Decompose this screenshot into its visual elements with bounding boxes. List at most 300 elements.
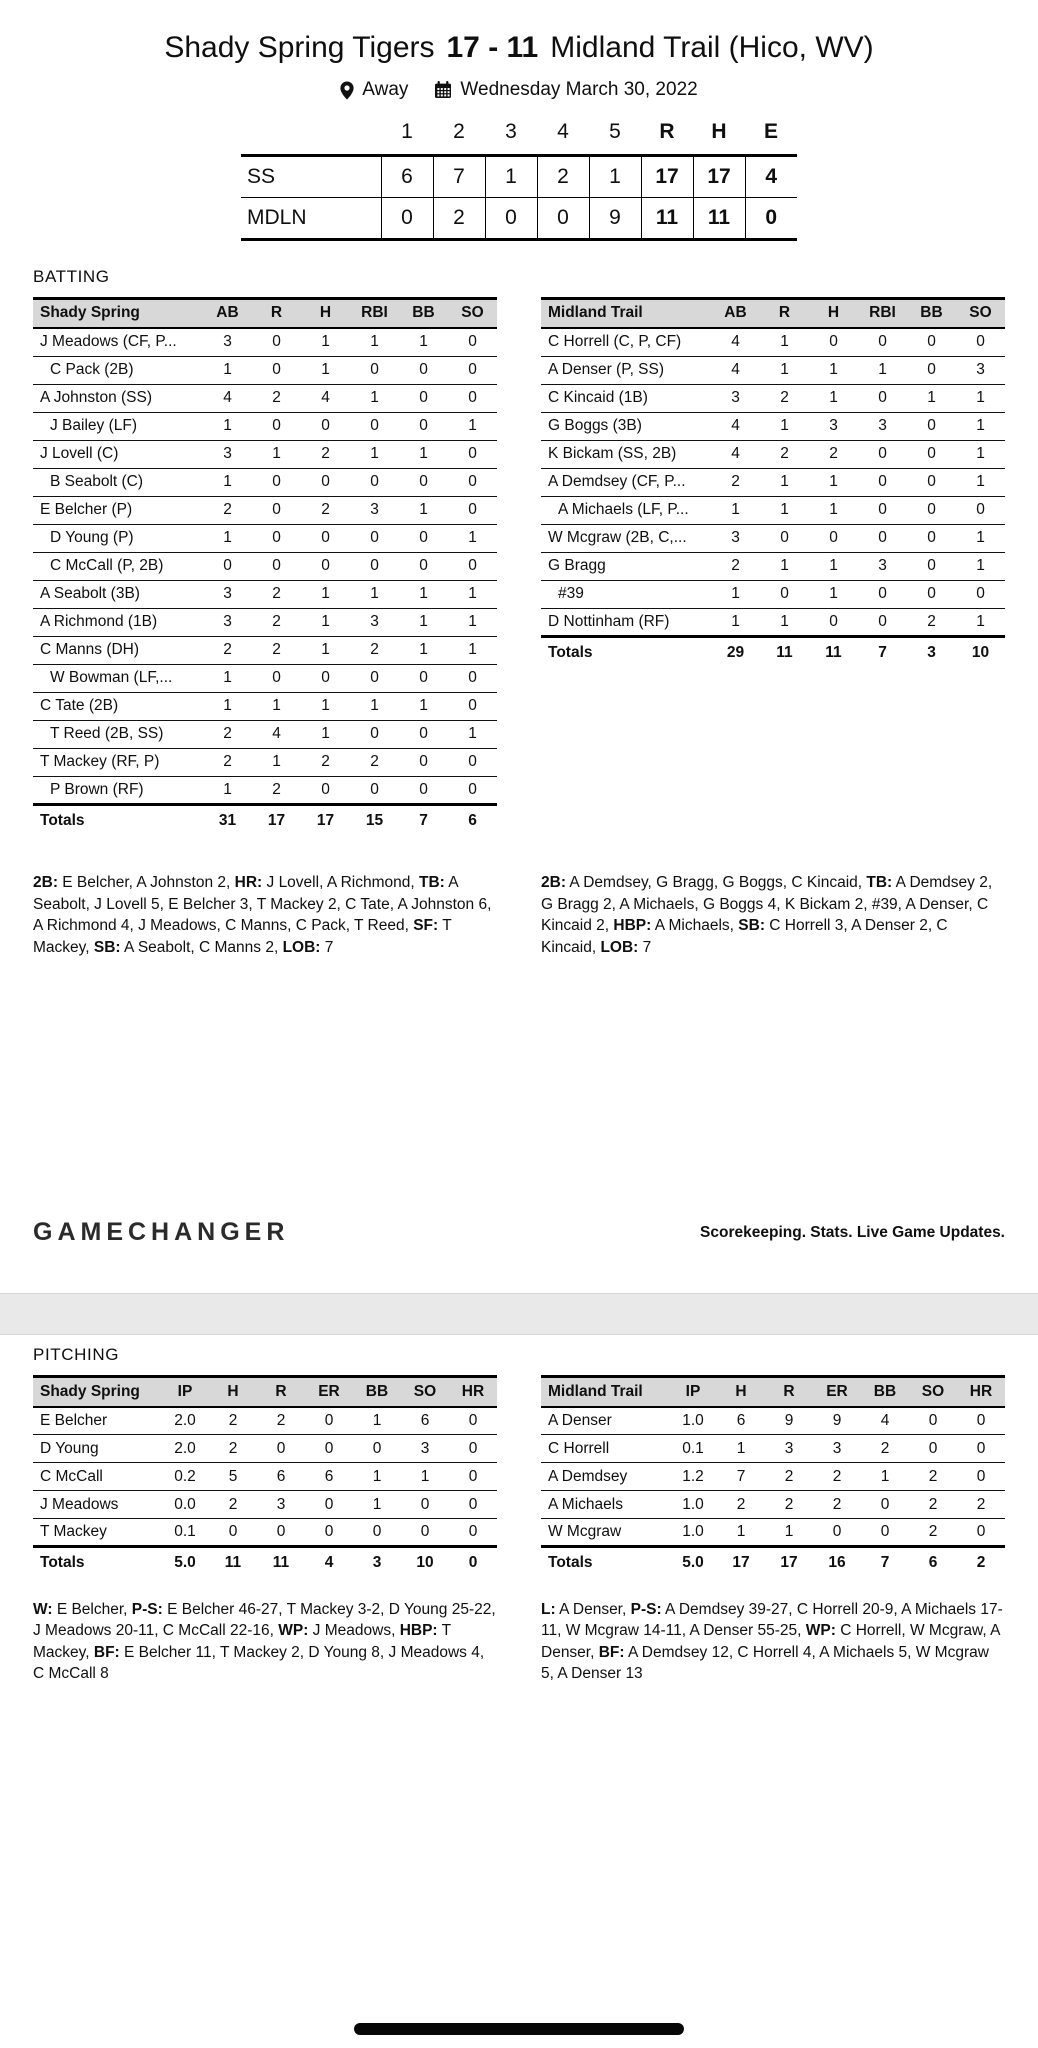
table-row <box>241 197 797 239</box>
stat-cell: 0 <box>858 384 907 412</box>
stat-column-header: H <box>209 1377 257 1407</box>
stat-cell: 2 <box>301 496 350 524</box>
pitching-away-body <box>33 1407 497 1547</box>
stat-cell: 1 <box>589 155 641 197</box>
stat-cell: 0 <box>956 496 1005 524</box>
stat-column-header: SO <box>448 298 497 328</box>
total-cell: 3 <box>353 1547 401 1579</box>
stat-cell: 11 <box>693 197 745 239</box>
inning-column-header: R <box>659 120 675 144</box>
inning-column-header: 3 <box>505 120 517 144</box>
stat-cell: 2 <box>350 636 399 664</box>
stat-column-header: BB <box>861 1377 909 1407</box>
date-label: Wednesday March 30, 2022 <box>460 79 698 100</box>
stat-cell: 2 <box>861 1435 909 1463</box>
stat-cell: 1 <box>809 384 858 412</box>
stat-cell: 1 <box>399 328 448 356</box>
stat-cell: 0 <box>957 1463 1005 1491</box>
stat-cell: 4 <box>252 720 301 748</box>
stat-cell: 1 <box>399 496 448 524</box>
totals-row <box>541 1547 1005 1579</box>
stat-cell: 0 <box>957 1407 1005 1435</box>
batting-away-body <box>33 328 497 804</box>
row-name: W Bowman (LF,... <box>33 664 203 692</box>
batting-table-home <box>541 297 1005 669</box>
total-cell: 5.0 <box>161 1547 209 1579</box>
stat-cell: 0 <box>858 496 907 524</box>
stat-cell: 0 <box>448 664 497 692</box>
stat-cell: 1 <box>858 356 907 384</box>
stat-cell: 2 <box>711 468 760 496</box>
stat-cell: 1 <box>203 776 252 804</box>
row-name: J Bailey (LF) <box>33 412 203 440</box>
stat-column-header: R <box>252 298 301 328</box>
table-row <box>541 356 1005 384</box>
stat-cell: 0 <box>301 412 350 440</box>
stat-cell: 3 <box>858 412 907 440</box>
stat-cell: 2 <box>711 552 760 580</box>
row-name: G Boggs (3B) <box>541 412 711 440</box>
total-cell: 7 <box>399 804 448 836</box>
totals-label: Totals <box>33 804 203 836</box>
stat-cell: 5 <box>209 1463 257 1491</box>
stat-cell: 1 <box>203 468 252 496</box>
stat-cell: 0 <box>956 328 1005 356</box>
stat-cell: 0 <box>449 1519 497 1547</box>
team-column-header: Shady Spring <box>33 1377 161 1407</box>
stat-cell: 0 <box>909 1435 957 1463</box>
stat-cell: 2 <box>537 155 589 197</box>
stat-cell: 0 <box>907 552 956 580</box>
stat-cell: 0 <box>350 524 399 552</box>
total-cell: 31 <box>203 804 252 836</box>
table-row <box>33 524 497 552</box>
stat-column-header: H <box>809 298 858 328</box>
stat-cell: 1 <box>809 496 858 524</box>
stat-cell: 2 <box>252 776 301 804</box>
linescore-header <box>241 111 797 155</box>
stat-cell: 0 <box>907 496 956 524</box>
table-row <box>33 384 497 412</box>
totals-row <box>33 804 497 836</box>
stat-column-header: H <box>301 298 350 328</box>
stat-cell: 0 <box>252 552 301 580</box>
row-name: E Belcher (P) <box>33 496 203 524</box>
stat-cell: 1 <box>448 580 497 608</box>
page-separator <box>0 1293 1038 1335</box>
stat-cell: 0 <box>861 1519 909 1547</box>
stat-cell: 0 <box>448 328 497 356</box>
total-cell: 10 <box>401 1547 449 1579</box>
stat-cell: 0 <box>448 692 497 720</box>
stat-cell: 1 <box>956 440 1005 468</box>
stat-cell: 6 <box>381 155 433 197</box>
stat-cell: 6 <box>305 1463 353 1491</box>
stat-cell: 3 <box>203 440 252 468</box>
row-name: C Horrell <box>541 1435 669 1463</box>
stat-cell: 0 <box>909 1407 957 1435</box>
stat-cell: 1 <box>301 328 350 356</box>
stat-cell: 1 <box>399 608 448 636</box>
stat-cell: 0 <box>957 1519 1005 1547</box>
team-column-header <box>241 111 381 155</box>
row-name: J Meadows (CF, P... <box>33 328 203 356</box>
stat-cell: 2 <box>252 580 301 608</box>
location-group <box>340 79 408 101</box>
stat-cell: 0 <box>305 1491 353 1519</box>
game-header <box>0 0 1038 101</box>
gamechanger-logo: GAMECHANGER <box>33 1218 290 1246</box>
stat-cell: 0 <box>448 440 497 468</box>
stat-cell: 0 <box>809 608 858 636</box>
stat-cell: 0 <box>381 197 433 239</box>
row-name: B Seabolt (C) <box>33 468 203 496</box>
stat-cell: 2 <box>209 1491 257 1519</box>
total-cell: 2 <box>957 1547 1005 1579</box>
stat-cell: 0 <box>858 328 907 356</box>
stat-cell: 0 <box>203 552 252 580</box>
stat-cell: 1 <box>353 1407 401 1435</box>
stat-cell: 1 <box>448 412 497 440</box>
stat-cell: 0 <box>399 356 448 384</box>
row-name: A Richmond (1B) <box>33 608 203 636</box>
pitching-table-home <box>541 1375 1005 1579</box>
row-name: A Demdsey (CF, P... <box>541 468 711 496</box>
row-name: J Lovell (C) <box>33 440 203 468</box>
stat-column-header: SO <box>956 298 1005 328</box>
location-pin-icon <box>340 81 354 100</box>
table-row <box>33 636 497 664</box>
stat-cell: 1 <box>907 384 956 412</box>
stat-cell: 3 <box>858 552 907 580</box>
stat-cell: 0 <box>907 440 956 468</box>
stat-cell: 0 <box>401 1491 449 1519</box>
stat-cell: 1 <box>711 608 760 636</box>
stat-cell: 1 <box>760 608 809 636</box>
total-cell: 6 <box>909 1547 957 1579</box>
row-name: W Mcgraw (2B, C,... <box>541 524 711 552</box>
row-name: C McCall <box>33 1463 161 1491</box>
stat-cell: 3 <box>711 524 760 552</box>
total-cell: 7 <box>861 1547 909 1579</box>
stat-cell: 2 <box>809 440 858 468</box>
stat-cell: 3 <box>956 356 1005 384</box>
home-team-name: Midland Trail (Hico, WV) <box>550 31 874 64</box>
row-name: C Manns (DH) <box>33 636 203 664</box>
inning-column-header: 1 <box>401 120 413 144</box>
table-row <box>33 720 497 748</box>
stat-cell: 1 <box>711 580 760 608</box>
row-name: A Michaels <box>541 1491 669 1519</box>
stat-cell: 2 <box>760 440 809 468</box>
total-cell: 5.0 <box>669 1547 717 1579</box>
stat-column-header: BB <box>399 298 448 328</box>
stat-cell: 1 <box>448 720 497 748</box>
stat-column-header: SO <box>401 1377 449 1407</box>
stat-cell: 0 <box>209 1519 257 1547</box>
stat-cell: 0 <box>305 1519 353 1547</box>
stat-cell: 3 <box>203 328 252 356</box>
row-name: C McCall (P, 2B) <box>33 552 203 580</box>
pitching-table-away <box>33 1375 497 1579</box>
batting-home-body <box>541 328 1005 636</box>
row-name: T Mackey <box>33 1519 161 1547</box>
stat-cell: 0 <box>956 580 1005 608</box>
row-name: A Seabolt (3B) <box>33 580 203 608</box>
total-cell: 11 <box>209 1547 257 1579</box>
stat-cell: 6 <box>401 1407 449 1435</box>
stat-cell: 1 <box>301 636 350 664</box>
stat-cell: 0 <box>448 552 497 580</box>
stat-cell: 1 <box>350 580 399 608</box>
stat-cell: 2 <box>907 608 956 636</box>
stat-column-header: R <box>257 1377 305 1407</box>
stat-cell: 0 <box>252 524 301 552</box>
stat-cell: 0 <box>399 664 448 692</box>
home-indicator[interactable] <box>354 2023 684 2035</box>
pitching-tables <box>0 1375 1038 1579</box>
totals-label: Totals <box>541 636 711 668</box>
total-cell: 3 <box>907 636 956 668</box>
total-cell: 15 <box>350 804 399 836</box>
stat-cell: 0 <box>252 468 301 496</box>
stat-cell: 1 <box>765 1519 813 1547</box>
stat-cell: 2 <box>909 1463 957 1491</box>
stat-column-header: H <box>717 1377 765 1407</box>
stat-cell: 0 <box>350 356 399 384</box>
row-name: A Denser <box>541 1407 669 1435</box>
stat-cell: 1 <box>301 580 350 608</box>
row-name: K Bickam (SS, 2B) <box>541 440 711 468</box>
stat-cell: 2.0 <box>161 1435 209 1463</box>
stat-cell: 1 <box>760 552 809 580</box>
stat-cell: 0 <box>448 468 497 496</box>
stat-cell: 1 <box>301 356 350 384</box>
row-name: T Reed (2B, SS) <box>33 720 203 748</box>
stat-cell: 4 <box>711 356 760 384</box>
stat-cell: 0 <box>485 197 537 239</box>
stat-cell: 1 <box>448 608 497 636</box>
total-cell: 17 <box>765 1547 813 1579</box>
stat-cell: 2 <box>433 197 485 239</box>
total-cell: 17 <box>252 804 301 836</box>
stat-cell: 2 <box>252 636 301 664</box>
stat-cell: 1 <box>956 384 1005 412</box>
pitching-section-label: PITCHING <box>33 1345 120 1364</box>
inning-column-header: E <box>763 120 778 144</box>
stat-cell: 0 <box>301 664 350 692</box>
team-column-header: Shady Spring <box>33 298 203 328</box>
stat-cell: 0 <box>399 468 448 496</box>
row-name: D Young <box>33 1435 161 1463</box>
table-row <box>33 328 497 356</box>
table-row <box>33 608 497 636</box>
game-meta <box>0 79 1038 101</box>
stat-cell: 1 <box>301 720 350 748</box>
stat-cell: 2 <box>209 1435 257 1463</box>
table-row <box>541 440 1005 468</box>
stat-cell: 1 <box>252 440 301 468</box>
stat-cell: 0 <box>353 1519 401 1547</box>
table-row <box>541 328 1005 356</box>
stat-cell: 3 <box>203 580 252 608</box>
stat-cell: 1 <box>399 692 448 720</box>
stat-cell: 0 <box>858 524 907 552</box>
stat-cell: 3 <box>203 608 252 636</box>
table-row <box>33 468 497 496</box>
stat-cell: 2 <box>813 1491 861 1519</box>
pitching-home-body <box>541 1407 1005 1547</box>
table-row <box>33 580 497 608</box>
row-name: A Demdsey <box>541 1463 669 1491</box>
stat-cell: 3 <box>809 412 858 440</box>
stat-cell: 0.1 <box>161 1519 209 1547</box>
linescore-table <box>241 111 797 241</box>
pitching-notes <box>0 1599 1038 1685</box>
stat-cell: 1 <box>203 692 252 720</box>
batting-table-away <box>33 297 497 837</box>
inning-column-header: 4 <box>557 120 569 144</box>
stat-cell: 0 <box>448 748 497 776</box>
stat-cell: 1 <box>809 468 858 496</box>
stat-cell: 0 <box>448 384 497 412</box>
stat-cell: 0 <box>301 468 350 496</box>
stat-cell: 1 <box>760 496 809 524</box>
stat-cell: 0 <box>252 412 301 440</box>
stat-cell: 0 <box>907 328 956 356</box>
stat-cell: 4 <box>745 155 797 197</box>
stat-cell: 0 <box>252 356 301 384</box>
stat-cell: 4 <box>301 384 350 412</box>
batting-tables <box>0 297 1038 837</box>
stat-cell: 2 <box>203 748 252 776</box>
total-cell: 4 <box>305 1547 353 1579</box>
totals-label: Totals <box>33 1547 161 1579</box>
totals-row <box>541 636 1005 668</box>
stat-cell: 0 <box>861 1491 909 1519</box>
table-row <box>541 524 1005 552</box>
inning-column-header: H <box>711 120 727 144</box>
stat-cell: 1 <box>956 524 1005 552</box>
row-name: SS <box>241 155 381 197</box>
stat-cell: 0 <box>745 197 797 239</box>
total-cell: 17 <box>717 1547 765 1579</box>
stat-cell: 0.2 <box>161 1463 209 1491</box>
stat-cell: 3 <box>765 1435 813 1463</box>
stat-cell: 0 <box>399 552 448 580</box>
stat-cell: 7 <box>433 155 485 197</box>
page-title <box>0 30 1038 66</box>
stat-cell: 1 <box>301 608 350 636</box>
table-row <box>541 1519 1005 1547</box>
stat-cell: 4 <box>711 440 760 468</box>
calendar-icon <box>434 81 452 99</box>
stat-cell: 2 <box>203 636 252 664</box>
stat-cell: 0 <box>760 524 809 552</box>
stat-cell: 1 <box>350 692 399 720</box>
total-cell: 11 <box>760 636 809 668</box>
row-name: C Pack (2B) <box>33 356 203 384</box>
stat-column-header: R <box>765 1377 813 1407</box>
stat-cell: 1 <box>350 384 399 412</box>
stat-cell: 0 <box>350 664 399 692</box>
row-name: A Michaels (LF, P... <box>541 496 711 524</box>
table-row <box>33 552 497 580</box>
stat-cell: 1 <box>203 412 252 440</box>
stat-cell: 1 <box>252 748 301 776</box>
row-name: #39 <box>541 580 711 608</box>
stat-cell: 3 <box>350 608 399 636</box>
stat-cell: 0 <box>305 1435 353 1463</box>
stat-column-header: AB <box>711 298 760 328</box>
table-row <box>33 1435 497 1463</box>
stat-cell: 0 <box>399 776 448 804</box>
table-row <box>541 468 1005 496</box>
stat-cell: 0.1 <box>669 1435 717 1463</box>
stat-cell: 0 <box>399 748 448 776</box>
stat-cell: 0 <box>301 524 350 552</box>
stat-cell: 0 <box>350 468 399 496</box>
stat-cell: 1 <box>203 524 252 552</box>
table-row <box>541 1407 1005 1435</box>
stat-column-header: IP <box>161 1377 209 1407</box>
stat-cell: 1 <box>956 608 1005 636</box>
linescore-body <box>241 155 797 239</box>
table-row <box>541 580 1005 608</box>
stat-cell: 17 <box>641 155 693 197</box>
row-name: C Tate (2B) <box>33 692 203 720</box>
stat-cell: 2 <box>760 384 809 412</box>
stat-cell: 0 <box>907 412 956 440</box>
stat-cell: 3 <box>401 1435 449 1463</box>
stat-cell: 0 <box>257 1519 305 1547</box>
stat-cell: 0 <box>399 412 448 440</box>
table-row <box>541 552 1005 580</box>
stat-column-header: HR <box>957 1377 1005 1407</box>
table-row <box>33 664 497 692</box>
stat-cell: 2.0 <box>161 1407 209 1435</box>
stat-cell: 1 <box>809 580 858 608</box>
table-row <box>33 440 497 468</box>
row-name: P Brown (RF) <box>33 776 203 804</box>
pitching-section <box>0 1335 1038 1685</box>
stat-cell: 2 <box>203 496 252 524</box>
stat-cell: 1 <box>203 664 252 692</box>
stat-cell: 1 <box>760 468 809 496</box>
final-score: 17 - 11 <box>446 31 539 64</box>
batting-notes-away: 2B: E Belcher, A Johnston 2, HR: J Lovell, A Richmond, TB: A Seabolt, J Lovell 5, E Belcher 3, T Mackey 2, C Tate, A Johnston 6, A Richmond 4, J Meadows, C Manns, C Pack, T Reed, SF: T Mackey, SB: A Seabolt, C Manns 2, LOB: 7 <box>33 874 492 956</box>
stat-cell: 6 <box>257 1463 305 1491</box>
stat-cell: 0 <box>448 776 497 804</box>
stat-cell: 0 <box>252 664 301 692</box>
table-row <box>541 1435 1005 1463</box>
stat-cell: 11 <box>641 197 693 239</box>
stat-cell: 0 <box>448 356 497 384</box>
total-cell: 0 <box>449 1547 497 1579</box>
stat-cell: 2 <box>957 1491 1005 1519</box>
stat-cell: 0.0 <box>161 1491 209 1519</box>
table-row <box>33 1463 497 1491</box>
stat-cell: 1 <box>809 552 858 580</box>
stat-cell: 2 <box>252 384 301 412</box>
batting-section <box>0 267 1038 959</box>
location-label: Away <box>362 79 409 100</box>
stat-cell: 1 <box>956 412 1005 440</box>
row-name: C Horrell (C, P, CF) <box>541 328 711 356</box>
stat-cell: 1 <box>485 155 537 197</box>
stat-cell: 3 <box>813 1435 861 1463</box>
stat-cell: 1 <box>399 580 448 608</box>
